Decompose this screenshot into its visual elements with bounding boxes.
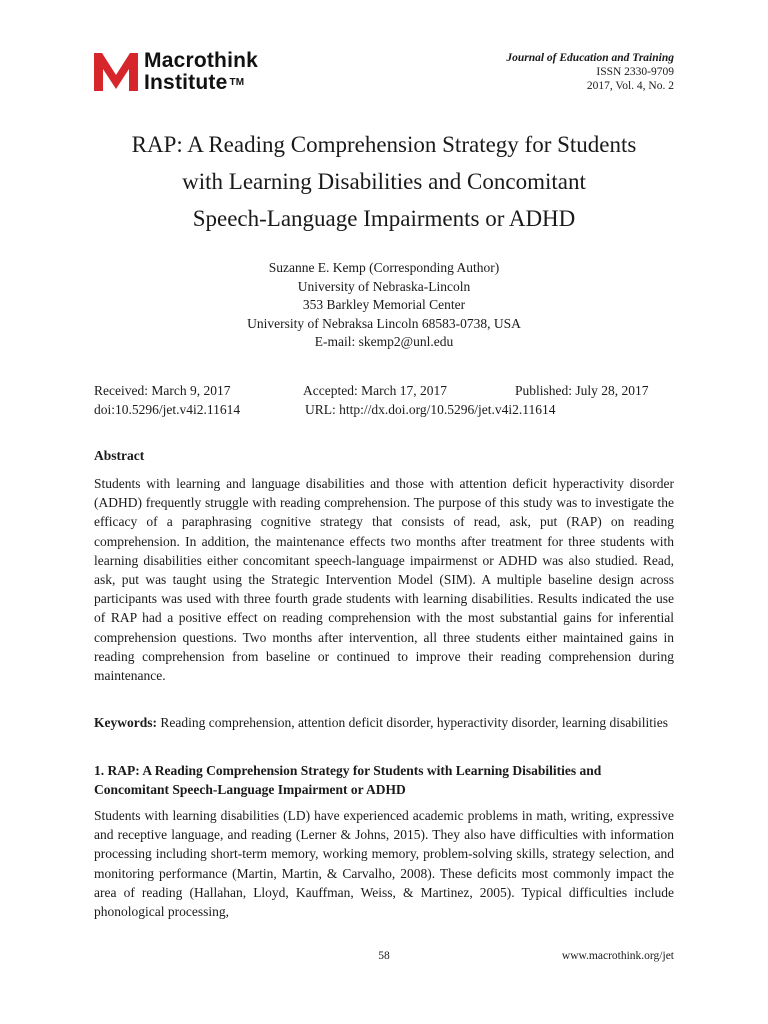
keywords-label: Keywords:: [94, 715, 157, 730]
title-line: with Learning Disabilities and Concomitant: [182, 169, 586, 194]
author-email[interactable]: E-mail: skemp2@unl.edu: [314, 334, 454, 349]
publication-dates: [94, 381, 674, 419]
trademark-mark: TM: [229, 77, 245, 88]
abstract-heading: Abstract: [94, 448, 145, 463]
abstract-text: Students with learning and language disabilities and those with attention deficit hyperactivity disorder (ADHD) frequently struggle with reading comprehension. The purpose of this study was to investigate the efficacy of a paraphrasing cognitive strategy that consists of read, ask, put (RAP) on reading comprehension. In addition, the maintenance effects two months after treatment for three students with learning disabilities either concomitant speech-language impairmenst or ADHD was also studied. Read, ask, put was taught using the Strategic Intervention Model (SIM). A multiple baseline design across participants was used with three fourth grade students with learning disabilities. Results indicated the use of RAP had a positive effect on reading comprehension with the most substantial gains for inferential comprehension questions. Two months after intervention, all three students either maintained gains in reading comprehension from baseline or continued to improve their reading comprehension during maintenance.: [94, 476, 674, 684]
author-address-1: 353 Barkley Memorial Center: [302, 297, 466, 312]
published-date: Published: July 28, 2017: [515, 383, 649, 398]
author-affiliation: University of Nebraska-Lincoln: [297, 278, 471, 294]
macrothink-m-icon: [94, 51, 138, 91]
received-date: Received: March 9, 2017: [94, 383, 231, 398]
section-1-heading: 1. RAP: A Reading Comprehension Strategy for Students with Learning Disabilities and Concomitant Speech-Language Impairment or ADHD: [94, 763, 602, 797]
publisher-logo: [94, 48, 304, 98]
footer-url[interactable]: www.macrothink.org/jet: [561, 950, 674, 962]
journal-title: Journal of Education and Training: [506, 52, 674, 64]
doi-url[interactable]: URL: http://dx.doi.org/10.5296/jet.v4i2.11614: [305, 402, 556, 417]
title-line: RAP: A Reading Comprehension Strategy for Students: [131, 132, 637, 157]
keywords-text: Reading comprehension, attention deficit disorder, hyperactivity disorder, learning disabilities: [157, 715, 669, 730]
author-name: Suzanne E. Kemp (Corresponding Author): [268, 260, 500, 275]
author-block: [60, 259, 708, 352]
journal-volume: 2017, Vol. 4, No. 2: [586, 80, 674, 92]
journal-issn: ISSN 2330-9709: [596, 66, 674, 78]
journal-info: [506, 51, 674, 93]
title-line: Speech-Language Impairments or ADHD: [192, 206, 576, 231]
page-number: 58: [378, 950, 390, 962]
doi[interactable]: doi:10.5296/jet.v4i2.11614: [94, 402, 241, 417]
paper-title: [60, 126, 708, 237]
section-1-text: Students with learning disabilities (LD) have experienced academic problems in math, writing, expressive and receptive language, and reading (Lerner & Johns, 2015). They also have difficulties with information processing including short-term memory, working memory, problem-solving skills, strategy selection, and monitoring performance (Martin, Martin, & Carvalho, 2008). These deficits most commonly impact the area of reading (Hallahan, Lloyd, Kauffman, Weiss, & Martinez, 2005). Typical difficulties include phonological processing,: [94, 808, 674, 920]
accepted-date: Accepted: March 17, 2017: [303, 383, 447, 398]
keywords: [94, 713, 674, 732]
author-address-2: University of Nebraksa Lincoln 68583-0738, USA: [247, 315, 521, 331]
logo-line-2: [144, 72, 244, 93]
logo-line-1: Macrothink: [144, 49, 259, 72]
logo-line-2-text: Institute: [144, 71, 228, 94]
